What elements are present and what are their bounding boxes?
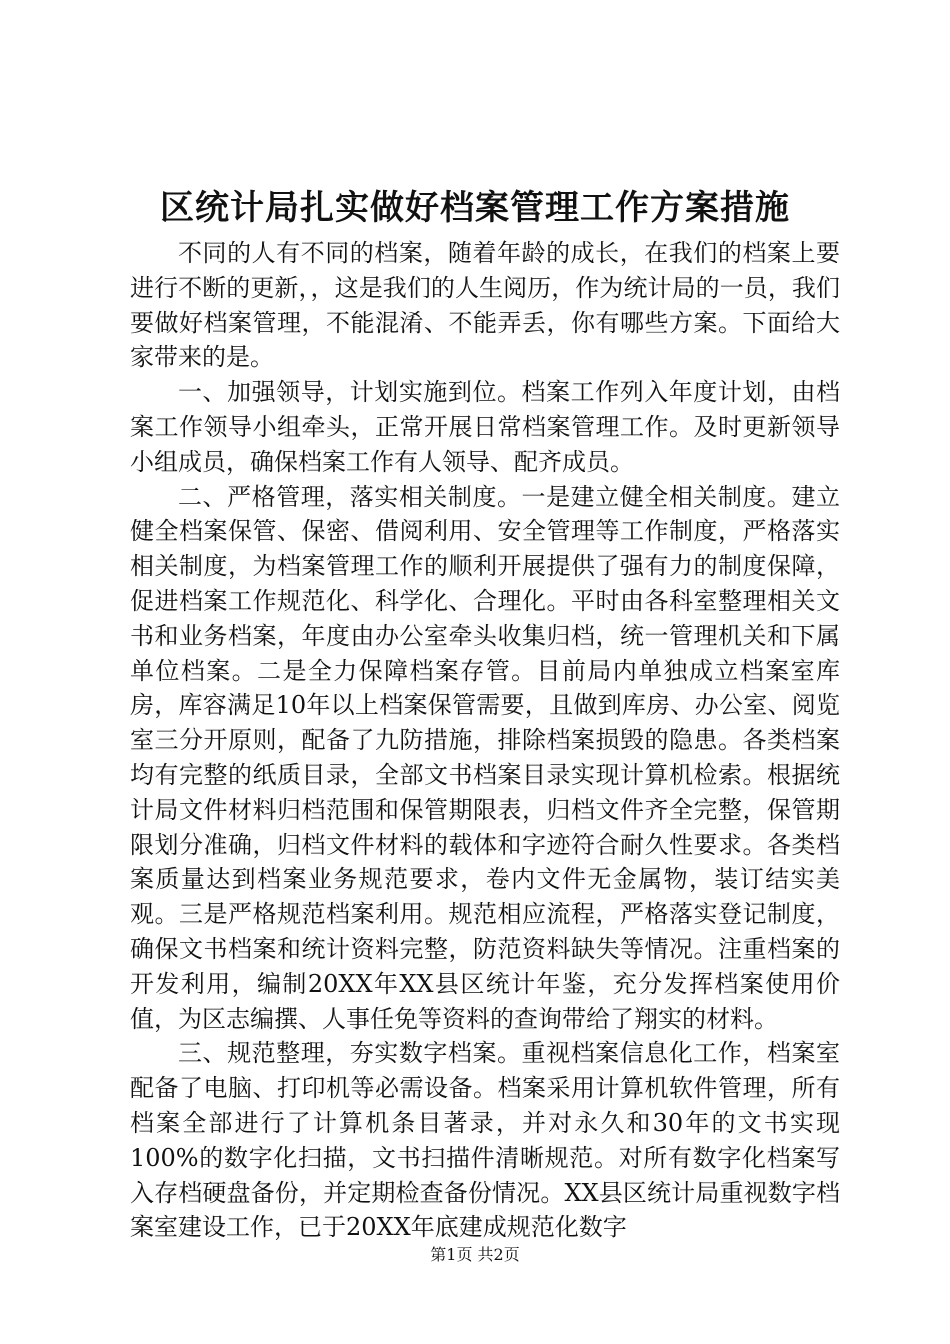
page-number-footer: 第1页 共2页 <box>430 1245 520 1264</box>
paragraph-section-1: 一、加强领导，计划实施到位。档案工作列入年度计划，由档案工作领导小组牵头，正常开展日常档案管理工作。及时更新领导小组成员，确保档案工作有人领导、配齐成员。 <box>130 378 840 476</box>
document-title: 区统计局扎实做好档案管理工作方案措施 <box>160 188 790 228</box>
paragraph-intro: 不同的人有不同的档案，随着年龄的成长，在我们的档案上要进行不断的更新，，这是我们的人生阅历，作为统计局的一员，我们要做好档案管理，不能混淆、不能弄丢，你有哪些方案。下面给大家带来的是。 <box>130 239 840 372</box>
paragraph-section-3: 三、规范整理，夯实数字档案。重视档案信息化工作，档案室配备了电脑、打印机等必需设备。档案采用计算机软件管理，所有档案全部进行了计算机条目著录，并对永久和30年的文书实现100%的数字化扫描，文书扫描件清晰规范。对所有数字化档案写入存档硬盘备份，并定期检查备份情况。XX县区统计局重视数字档案室建设工作，已于20XX年底建成规范化数字 <box>130 1039 840 1242</box>
paragraph-section-2: 二、严格管理，落实相关制度。一是建立健全相关制度。建立健全档案保管、保密、借阅利用、安全管理等工作制度，严格落实相关制度，为档案管理工作的顺利开展提供了强有力的制度保障，促进档案工作规范化、科学化、合理化。平时由各科室整理相关文书和业务档案，年度由办公室牵头收集归档，统一管理机关和下属单位档案。二是全力保障档案存管。目前局内单独成立档案室库房，库容满足10年以上档案保管需要，且做到库房、办公室、阅览室三分开原则，配备了九防措施，排除档案损毁的隐患。各类档案均有完整的纸质目录，全部文书档案目录实现计算机检索。根据统计局文件材料归档范围和保管期限表，归档文件齐全完整，保管期限划分准确，归档文件材料的载体和字迹符合耐久性要求。各类档案质量达到档案业务规范要求，卷内文件无金属物，装订结实美观。三是严格规范档案利用。规范相应流程，严格落实登记制度，确保文书档案和统计资料完整，防范资料缺失等情况。注重档案的开发利用，编制20XX年XX县区统计年鉴，充分发挥档案使用价值，为区志编撰、人事任免等资料的查询带给了翔实的材料。 <box>130 482 840 1033</box>
document-body <box>130 236 840 1245</box>
